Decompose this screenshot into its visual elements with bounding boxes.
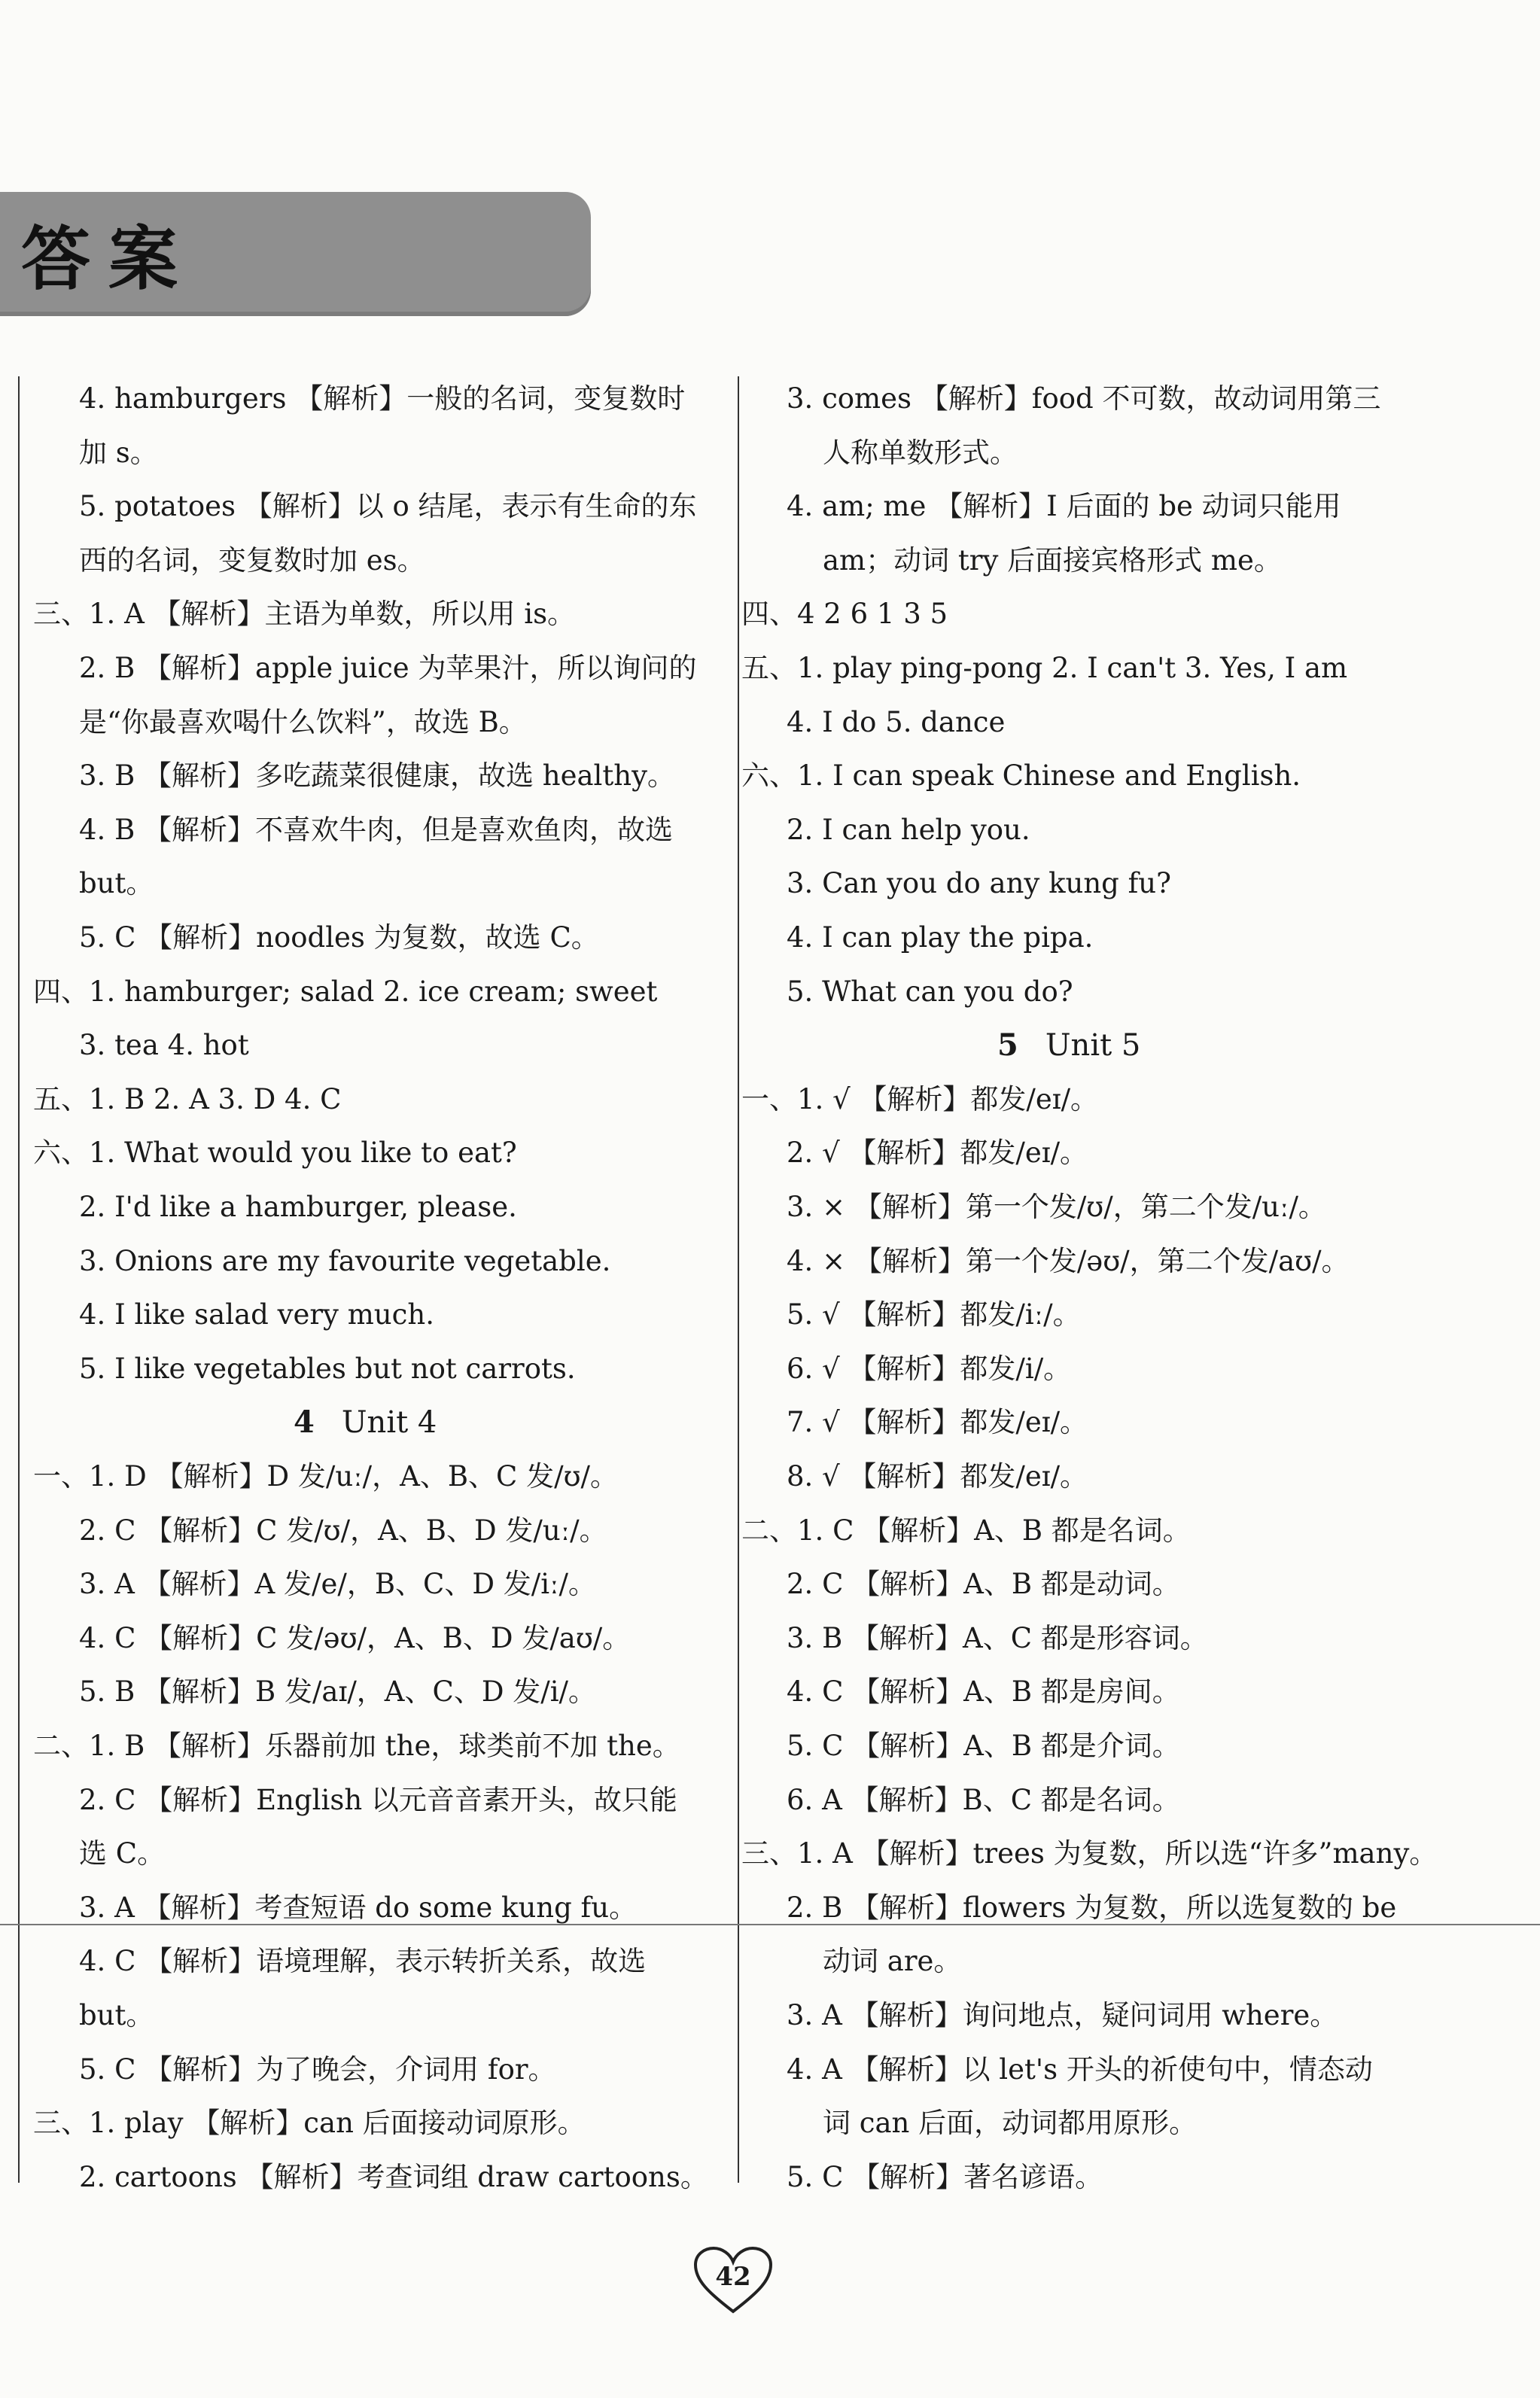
answer-line: 是“你最喜欢喝什么饮料”，故选 B。 [79,705,527,738]
answer-line: 5. √ 【解析】都发/iː/。 [787,1298,1081,1331]
answer-line: 六、1. I can speak Chinese and English. [741,759,1301,793]
answer-line: but。 [79,867,154,900]
unit-number: 4 [294,1404,315,1441]
answer-line: 2. cartoons 【解析】考查词组 draw cartoons。 [79,2160,708,2193]
unit-heading [997,1027,1140,1064]
answer-line: 6. √ 【解析】都发/i/。 [787,1352,1072,1385]
answer-line: 动词 are。 [823,1945,962,1978]
answer-line: 3. Onions are my favourite vegetable. [79,1244,611,1277]
answer-line: 词 can 后面，动词都用原形。 [823,2107,1198,2140]
answer-line: 5. C 【解析】noodles 为复数，故选 C。 [79,921,599,954]
answer-line: 3. A 【解析】询问地点，疑问词用 where。 [787,1999,1338,2031]
answer-line: 5. I like vegetables but not carrots. [79,1352,576,1385]
answer-line: 4. × 【解析】第一个发/əʊ/，第二个发/aʊ/。 [787,1244,1350,1277]
answer-line: 选 C。 [79,1837,166,1870]
left-margin-rule [18,376,20,2183]
answer-line: 一、1. D 【解析】D 发/uː/，A、B、C 发/ʊ/。 [33,1460,618,1493]
answer-line: 3. B 【解析】多吃蔬菜很健康，故选 healthy。 [79,759,675,793]
answer-line: 7. √ 【解析】都发/eɪ/。 [787,1406,1088,1439]
page-number-badge [692,2247,774,2318]
answer-line: 二、1. C 【解析】A、B 都是名词。 [741,1514,1191,1547]
answer-line: 5. B 【解析】B 发/aɪ/，A、C、D 发/i/。 [79,1675,597,1709]
page-number: 42 [715,2262,751,2292]
answer-line: 4. hamburgers 【解析】一般的名词，变复数时 [79,382,686,415]
answer-line: 二、1. B 【解析】乐器前加 the，球类前不加 the。 [33,1730,680,1762]
answer-line: 6. A 【解析】B、C 都是名词。 [787,1783,1180,1816]
answer-line: 三、1. A 【解析】主语为单数，所以用 is。 [33,598,576,631]
answer-line: 2. B 【解析】apple juice 为苹果汁，所以询问的 [79,652,697,684]
answer-line: 2. B 【解析】flowers 为复数，所以选复数的 be [787,1891,1397,1924]
answer-line: 2. C 【解析】English 以元音音素开头，故只能 [79,1783,677,1816]
answer-line: 2. C 【解析】C 发/ʊ/，A、B、D 发/uː/。 [79,1514,607,1547]
answer-line: 4. C 【解析】语境理解，表示转折关系，故选 [79,1945,647,1978]
answer-line: 3. A 【解析】A 发/e/，B、C、D 发/iː/。 [79,1568,597,1601]
unit-number: 5 [997,1027,1018,1064]
answer-line: 3. Can you do any kung fu? [787,867,1171,900]
page-title: 答案 [21,219,196,300]
unit-label: Unit 4 [341,1405,437,1441]
answer-line: 五、1. play ping-pong 2. I can't 3. Yes, I am [741,652,1348,684]
answer-line: 5. potatoes 【解析】以 o 结尾，表示有生命的东 [79,490,697,523]
answer-line: 5. C 【解析】A、B 都是介词。 [787,1730,1180,1762]
answer-line: 2. I can help you. [787,813,1030,846]
unit-label: Unit 5 [1045,1028,1141,1064]
answer-line: 2. √ 【解析】都发/eɪ/。 [787,1137,1088,1170]
answer-line: 六、1. What would you like to eat? [33,1137,517,1170]
answer-line: 三、1. A 【解析】trees 为复数，所以选“许多”many。 [741,1837,1438,1870]
column-divider [738,376,739,2183]
answer-line: 2. C 【解析】A、B 都是动词。 [787,1568,1180,1601]
answer-line: 5. C 【解析】著名谚语。 [787,2160,1103,2193]
answer-line: 2. I'd like a hamburger, please. [79,1191,517,1223]
answer-line: 5. What can you do? [787,975,1073,1008]
answer-line: 加 s。 [79,436,158,469]
answer-line: 8. √ 【解析】都发/eɪ/。 [787,1460,1088,1493]
answer-line: 五、1. B 2. A 3. D 4. C [33,1082,342,1115]
unit-heading [294,1404,437,1441]
answer-line: 3. tea 4. hot [79,1029,249,1062]
answer-line: 四、1. hamburger; salad 2. ice cream; sweet [33,975,658,1008]
answer-line: 4. am; me 【解析】I 后面的 be 动词只能用 [787,490,1341,523]
answer-line: 3. × 【解析】第一个发/ʊ/，第二个发/uː/。 [787,1191,1326,1223]
answer-line: 4. C 【解析】C 发/əʊ/，A、B、D 发/aʊ/。 [79,1621,631,1654]
answer-line: 一、1. √ 【解析】都发/eɪ/。 [741,1082,1099,1115]
answer-line: 5. C 【解析】为了晚会，介词用 for。 [79,2053,556,2086]
answer-line: am；动词 try 后面接宾格形式 me。 [823,543,1282,577]
answer-line: 三、1. play 【解析】can 后面接动词原形。 [33,2107,586,2140]
answer-line: 四、4 2 6 1 3 5 [741,598,948,631]
answer-line: 人称单数形式。 [823,436,1018,469]
header-banner [0,192,591,316]
answer-line: 西的名词，变复数时加 es。 [79,543,425,577]
answer-line: 3. comes 【解析】food 不可数，故动词用第三 [787,382,1381,415]
answer-line: 3. B 【解析】A、C 都是形容词。 [787,1621,1208,1654]
answer-line: 4. I like salad very much. [79,1298,434,1331]
answer-line: 4. I can play the pipa. [787,921,1094,954]
answer-line: 4. C 【解析】A、B 都是房间。 [787,1675,1180,1709]
answer-line: 4. B 【解析】不喜欢牛肉，但是喜欢鱼肉，故选 [79,813,674,846]
answer-line: but。 [79,1999,154,2031]
answer-line: 4. A 【解析】以 let's 开头的祈使句中，情态动 [787,2053,1373,2086]
answer-line: 3. A 【解析】考查短语 do some kung fu。 [79,1891,638,1924]
answer-line: 4. I do 5. dance [787,705,1006,738]
